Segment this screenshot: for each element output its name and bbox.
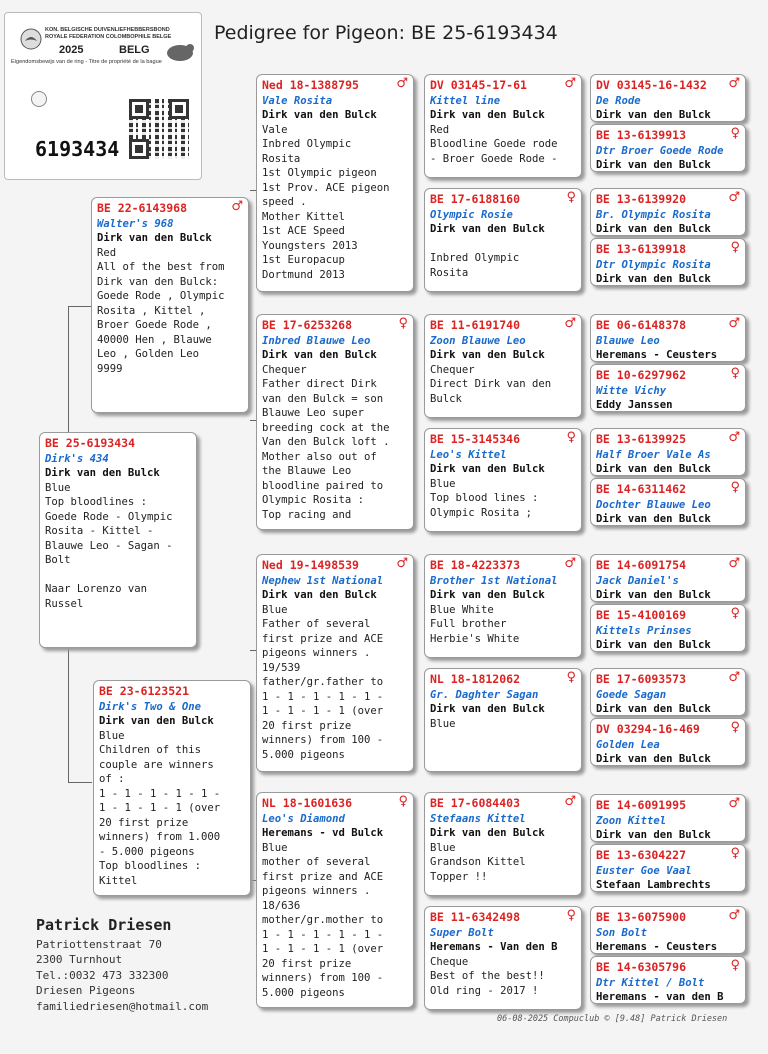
pigeon-notes: Blue White Full brother Herbie's White [430,603,520,645]
pigeon-card-subject[interactable] [39,432,197,648]
ring-number: BE 11-6191740 [430,318,521,332]
qr-code [129,99,189,159]
pigeon-owner: Dirk van den Bulck [596,223,711,235]
pigeon-card-mfm[interactable] [424,668,582,772]
ring-number: Ned 18-1388795 [262,78,359,92]
pigeon-card-g10[interactable] [590,604,746,652]
pigeon-card-fmm[interactable] [424,428,582,532]
pigeon-owner: Dirk van den Bulck [430,109,545,121]
ring-number: BE 13-6139920 [596,192,687,206]
footer-credit: 06-08-2025 Compuclub © [9.48] Patrick Driesen [497,1014,728,1024]
female-sex-icon: ♀ [566,908,576,923]
pigeon-owner: Dirk van den Bulck [596,109,711,121]
female-sex-icon: ♀ [730,958,740,973]
pigeon-card-fff[interactable] [424,74,582,178]
male-sex-icon: ♂ [396,76,408,91]
pigeon-card-ffm[interactable] [424,188,582,292]
pigeon-name: Kittel line [430,94,501,107]
pigeon-name: Goede Sagan [596,688,667,701]
male-sex-icon: ♂ [396,556,408,571]
pigeon-name: Leo's Kittel [430,448,507,461]
pigeon-card-g15[interactable] [590,906,746,954]
pigeon-name: Dirk's 434 [45,452,109,465]
female-sex-icon: ♀ [730,240,740,255]
pigeon-name: Witte Vichy [596,384,667,397]
pigeon-notes: Blue mother of several first prize and ACE pigeons winners . 18/636 mother/gr.mother to 1 - 1 - 1 - 1 - 1 - 1 - 1 - 1 - 1 (over 20 first prize winners) from 100 - 5.000 pigeons [262,841,384,999]
ring-number: BE 23-6123521 [99,684,190,698]
male-sex-icon: ♂ [564,76,576,91]
ring-number: BE 17-6253268 [262,318,353,332]
ring-number: DV 03145-17-61 [430,78,527,92]
pigeon-owner: Eddy Janssen [596,399,673,411]
pigeon-owner: Dirk van den Bulck [596,703,711,715]
pigeon-card-g4[interactable] [590,238,746,286]
male-sex-icon: ♂ [564,794,576,809]
pigeon-card-mmm[interactable] [424,906,582,1010]
ring-number: DV 03145-16-1432 [596,78,707,92]
pigeon-notes: Red Bloodline Goede rode - Broer Goede Rode - [430,123,558,165]
female-sex-icon: ♀ [730,606,740,621]
breeder-info [36,918,208,1014]
breeder-company: Driesen Pigeons [36,984,136,997]
federation-name-2: ROYALE FEDERATION COLOMBOPHILE BELGE [45,34,172,40]
female-sex-icon: ♀ [730,126,740,141]
pigeon-notes: Blue Children of this couple are winners of : 1 - 1 - 1 - 1 - 1 - 1 - 1 - 1 - 1 (over 20 first prize winners) from 1.000 - 5.000 pigeons Top bloodlines : Kittel [99,729,221,887]
page-title: Pedigree for Pigeon: BE 25-6193434 [214,22,558,44]
badge-ownership-text: Eigendomsbewijs van de ring - Titre de propriété de la bague [11,59,162,65]
ring-number: BE 17-6093573 [596,672,687,686]
connector-line [68,782,92,783]
pigeon-notes: Cheque Best of the best!! Old ring - 2017 ! [430,955,545,997]
pigeon-card-fm[interactable] [256,314,414,530]
pigeon-owner: Dirk van den Bulck [596,589,711,601]
ring-number: BE 11-6342498 [430,910,521,924]
pigeon-card-father[interactable] [91,197,249,413]
pigeon-name: Dochter Blauwe Leo [596,498,711,511]
ring-number: BE 06-6148378 [596,318,687,332]
pigeon-name: Dtr Kittel / Bolt [596,976,705,989]
pigeon-owner: Dirk van den Bulck [596,753,711,765]
ring-number: BE 13-6304227 [596,848,687,862]
pigeon-name: Olympic Rosie [430,208,513,221]
ring-number: NL 18-1601636 [262,796,353,810]
pigeon-owner: Dirk van den Bulck [430,463,545,475]
pigeon-owner: Heremans - Ceusters [596,941,718,953]
female-sex-icon: ♀ [730,846,740,861]
pigeon-name: Zoon Blauwe Leo [430,334,526,347]
ring-number: NL 18-1812062 [430,672,521,686]
ring-number: BE 13-6075900 [596,910,687,924]
pigeon-card-mm[interactable] [256,792,414,1008]
pigeon-owner: Dirk van den Bulck [99,715,214,727]
badge-year: 2025 [59,44,84,56]
pigeon-name: Stefaans Kittel [430,812,526,825]
ring-number: Ned 19-1498539 [262,558,359,572]
ring-number: BE 13-6139913 [596,128,687,142]
female-sex-icon: ♀ [566,670,576,685]
federation-logo [19,27,43,51]
pigeon-owner: Dirk van den Bulck [596,159,711,171]
pigeon-card-g14[interactable] [590,844,746,892]
pigeon-card-g8[interactable] [590,478,746,526]
pigeon-card-mother[interactable] [93,680,251,896]
pigeon-name: Dtr Broer Goede Rode [596,144,724,157]
pigeon-owner: Dirk van den Bulck [430,827,545,839]
male-sex-icon: ♂ [728,316,740,331]
ring-number: DV 03294-16-469 [596,722,700,736]
ring-number: BE 25-6193434 [45,436,136,450]
pigeon-name: Super Bolt [430,926,494,939]
pigeon-notes: Chequer Father direct Dirk van den Bulck = son Blauwe Leo super breeding cock at the Van den Bulck loft . Mother also out of the Blauwe Leo bloodline paired to Olympic Rosita : Top racing and [262,363,390,521]
male-sex-icon: ♂ [728,670,740,685]
pigeon-owner: Dirk van den Bulck [596,513,711,525]
pigeon-name: De Rode [596,94,641,107]
pigeon-card-g9[interactable] [590,554,746,602]
male-sex-icon: ♂ [728,908,740,923]
pigeon-owner: Heremans - Van den B [430,941,558,953]
connector-line [68,648,69,782]
pigeon-notes: Chequer Direct Dirk van den Bulck [430,363,552,405]
pigeon-owner: Dirk van den Bulck [262,589,377,601]
pigeon-owner: Dirk van den Bulck [596,273,711,285]
pigeon-card-mff[interactable] [424,554,582,658]
breeder-name: Patrick Driesen [36,916,172,934]
ring-number: BE 17-6084403 [430,796,521,810]
pigeon-card-g5[interactable] [590,314,746,362]
pigeon-name: Br. Olympic Rosita [596,208,711,221]
female-sex-icon: ♀ [398,316,408,331]
pigeon-card-mmf[interactable] [424,792,582,896]
breeder-email: familiedriesen@hotmail.com [36,999,209,1013]
pigeon-notes: Red All of the best from Dirk van den Bulck: Goede Rode , Olympic Rosita , Kittel , Broer Goede Rode , 40000 Hen , Blauwe Leo , Golden Leo 9999 [97,246,225,375]
pigeon-card-g16[interactable] [590,956,746,1004]
pigeon-name: Euster Goe Vaal [596,864,692,877]
pigeon-notes: Blue Top bloodlines : Goede Rode - Olympic Rosita - Kittel - Blauwe Leo - Sagan - Bolt Naar Lorenzo van Russel [45,481,173,610]
breeder-city: 2300 Turnhout [36,953,123,966]
pigeon-card-g3[interactable] [590,188,746,236]
pigeon-owner: Stefaan Lambrechts [596,879,711,891]
connector-line [68,306,92,307]
pigeon-owner: Dirk van den Bulck [262,109,377,121]
ring-number: BE 17-6188160 [430,192,521,206]
breeder-phone: Tel.:0032 473 332300 [36,968,169,982]
pigeon-notes: Blue Father of several first prize and ACE pigeons winners . 19/539 father/gr.father to 1 - 1 - 1 - 1 - 1 - 1 - 1 - 1 - 1 (over 20 first prize winners) from 100 - 5.000 pigeons [262,603,384,761]
ring-number: BE 14-6311462 [596,482,687,496]
pigeon-owner: Dirk van den Bulck [596,639,711,651]
pigeon-card-g12[interactable] [590,718,746,766]
pigeon-card-ff[interactable] [256,74,414,292]
pigeon-name: Son Bolt [596,926,648,939]
pigeon-notes: Vale Inbred Olympic Rosita 1st Olympic pigeon 1st Prov. ACE pigeon speed . Mother Kittel 1st ACE Speed Youngsters 2013 1st Europacup Dortmund 2013 [262,123,390,281]
pigeon-card-g2[interactable] [590,124,746,172]
male-sex-icon: ♂ [728,430,740,445]
pigeon-notes: Blue [430,717,456,730]
ring-number: BE 15-3145346 [430,432,521,446]
federation-name-1: KON. BELGISCHE DUIVENLIEFHEBBERSBOND [45,27,170,33]
male-sex-icon: ♂ [728,76,740,91]
badge-country: BELG [119,44,150,56]
pigeon-card-g13[interactable] [590,794,746,842]
pigeon-name: Leo's Diamond [262,812,345,825]
pigeon-notes: Inbred Olympic Rosita [430,252,520,279]
male-sex-icon: ♂ [231,199,243,214]
pigeon-name: Jack Daniel's [596,574,679,587]
badge-hole [31,91,47,107]
breeder-street: Patriottenstraat 70 [36,937,162,951]
pigeon-name: Kittels Prinses [596,624,692,637]
ring-number: BE 14-6091995 [596,798,687,812]
pigeon-owner: Dirk van den Bulck [262,349,377,361]
pigeon-owner: Dirk van den Bulck [97,232,212,244]
badge-ring-number: 6193434 [35,137,120,161]
pigeon-name: Zoon Kittel [596,814,667,827]
pigeon-owner: Dirk van den Bulck [430,703,545,715]
male-sex-icon: ♂ [564,316,576,331]
male-sex-icon: ♂ [728,190,740,205]
male-sex-icon: ♂ [564,556,576,571]
pigeon-name: Nephew 1st National [262,574,384,587]
pigeon-owner: Dirk van den Bulck [430,589,545,601]
pigeon-notes: Blue Grandson Kittel Topper !! [430,841,526,883]
pigeon-card-g1[interactable] [590,74,746,122]
pigeon-name: Walter's 968 [97,217,174,230]
pigeon-owner: Heremans - van den B [596,991,724,1003]
pigeon-card-mf[interactable] [256,554,414,772]
ring-certificate-badge [4,12,202,180]
pigeon-card-g6[interactable] [590,364,746,412]
pigeon-card-g11[interactable] [590,668,746,716]
ring-number: BE 13-6139918 [596,242,687,256]
pigeon-name: Half Broer Vale As [596,448,711,461]
pigeon-name: Inbred Blauwe Leo [262,334,371,347]
ring-number: BE 14-6091754 [596,558,687,572]
ring-number: BE 18-4223373 [430,558,521,572]
female-sex-icon: ♀ [730,720,740,735]
female-sex-icon: ♀ [730,480,740,495]
pigeon-notes: Blue Top blood lines : Olympic Rosita ; [430,477,539,519]
pigeon-name: Blauwe Leo [596,334,660,347]
ring-number: BE 10-6297962 [596,368,687,382]
pigeon-name: Gr. Daghter Sagan [430,688,539,701]
pigeon-card-g7[interactable] [590,428,746,476]
ring-number: BE 15-4100169 [596,608,687,622]
pigeon-owner: Dirk van den Bulck [596,463,711,475]
female-sex-icon: ♀ [566,430,576,445]
female-sex-icon: ♀ [398,794,408,809]
pigeon-owner: Dirk van den Bulck [430,349,545,361]
male-sex-icon: ♂ [728,796,740,811]
pigeon-card-fmf[interactable] [424,314,582,418]
pigeon-owner: Dirk van den Bulck [430,223,545,235]
pigeon-name: Dtr Olympic Rosita [596,258,711,271]
pigeon-owner: Heremans - Ceusters [596,349,718,361]
connector-line [68,306,69,434]
female-sex-icon: ♀ [566,190,576,205]
pigeon-name: Brother 1st National [430,574,558,587]
pigeon-name: Golden Lea [596,738,660,751]
female-sex-icon: ♀ [730,366,740,381]
pigeon-owner: Dirk van den Bulck [45,467,160,479]
pigeon-owner: Heremans - vd Bulck [262,827,384,839]
pigeon-owner: Dirk van den Bulck [596,829,711,841]
ring-number: BE 14-6305796 [596,960,687,974]
pigeon-name: Dirk's Two & One [99,700,202,713]
ring-number: BE 22-6143968 [97,201,188,215]
pigeon-name: Vale Rosita [262,94,333,107]
ring-number: BE 13-6139925 [596,432,687,446]
male-sex-icon: ♂ [728,556,740,571]
